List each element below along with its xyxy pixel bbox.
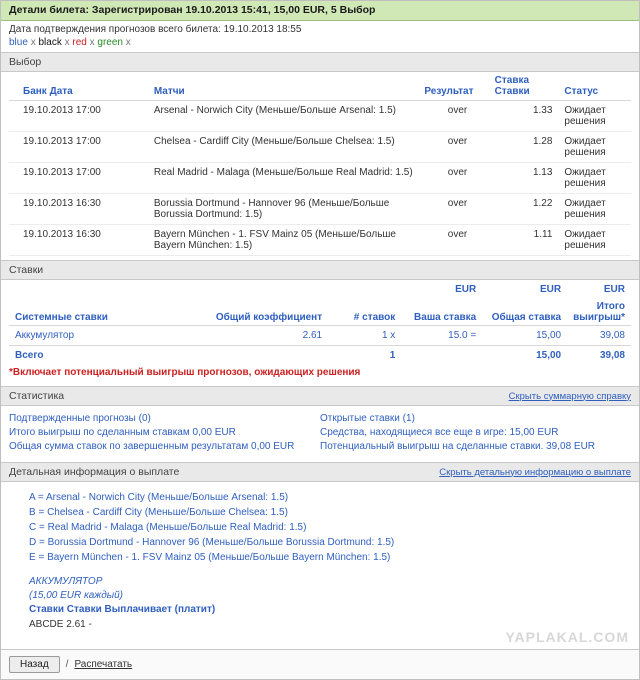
payout-row: ABCDE 2.61 - xyxy=(29,619,92,630)
stakes-your-stake: 15.0 = xyxy=(448,330,477,341)
spacer-cell xyxy=(188,280,328,299)
table-row xyxy=(9,163,631,194)
row-result: over xyxy=(424,225,494,256)
open-line-2: Потенциальный выигрыш на сделанные ставки. 39,08 EUR xyxy=(320,441,596,452)
open-line-1: Средства, находящиеся все еще в игре: 15,00 EUR xyxy=(320,427,559,438)
list-item: D = Borussia Dortmund - Hannover 96 (Меньше/Больше Borussia Dortmund: 1.5) xyxy=(29,537,395,548)
row-odds: 1.28 xyxy=(495,132,557,163)
statistics-confirmed-column xyxy=(9,412,320,454)
col-header-stake: Ставка Ставки xyxy=(495,72,557,101)
stakes-coef: 2.61 xyxy=(302,330,323,341)
table-row xyxy=(9,101,631,132)
totals-total-win: 39,08 xyxy=(567,346,631,366)
table-row xyxy=(9,132,631,163)
list-item: C = Real Madrid - Malaga (Меньше/Больше Real Madrid: 1.5) xyxy=(29,522,307,533)
confirmed-line-1: Итого выигрыш по сделанным ставкам 0,00 EUR xyxy=(9,427,236,438)
back-button[interactable]: Назад xyxy=(9,656,60,673)
col-header-total-win: Итого выигрыш* xyxy=(567,299,631,326)
row-odds: 1.11 xyxy=(495,225,557,256)
legend-x-1: x xyxy=(30,37,36,48)
col-header-your-stake: Ваша ставка xyxy=(401,299,482,326)
status-badge: Ожидает решения xyxy=(556,132,631,163)
row-odds: 1.22 xyxy=(495,194,557,225)
payout-legs xyxy=(1,482,639,569)
spacer-cell xyxy=(328,280,401,299)
selection-table xyxy=(9,72,631,256)
payout-table-header: Ставки Ставки Выплачивает (платит) xyxy=(29,604,216,615)
statistics-section-header xyxy=(1,386,639,406)
legend-black: black xyxy=(38,37,62,48)
row-date: 19.10.2013 17:00 xyxy=(9,101,154,132)
col-header-coef: Общий коэффициент xyxy=(188,299,328,326)
list-item: A = Arsenal - Norwich City (Меньше/Больше Arsenal: 1.5) xyxy=(29,492,289,503)
col-header-count: # ставок xyxy=(328,299,401,326)
row-match: Borussia Dortmund - Hannover 96 (Меньше/Больше Borussia Dortmund: 1.5) xyxy=(154,194,425,225)
row-match: Real Madrid - Malaga (Меньше/Больше Real Madrid: 1.5) xyxy=(154,163,425,194)
legend-x-4: x xyxy=(125,37,131,48)
legend-x-2: x xyxy=(64,37,70,48)
statistics-body xyxy=(1,406,639,462)
col-header-date: Банк Дата xyxy=(9,72,154,101)
row-match: Arsenal - Norwich City (Меньше/Больше Arsenal: 1.5) xyxy=(154,101,425,132)
row-date: 19.10.2013 16:30 xyxy=(9,225,154,256)
eur-label-total: EUR xyxy=(540,284,562,295)
accumulator-block xyxy=(1,569,639,617)
stakes-footnote: *Включает потенциальный выигрыш прогнозов, ожидающих решения xyxy=(9,367,361,378)
legend-green: green xyxy=(97,37,123,48)
eur-label-win: EUR xyxy=(603,284,625,295)
page-title: Детали билета: Зарегистрирован 19.10.2013 15:41, 15,00 EUR, 5 Выбор xyxy=(1,1,639,21)
open-title: Открытые ставки (1) xyxy=(320,413,415,424)
selection-table-wrap xyxy=(1,72,639,256)
stakes-total-stake: 15,00 xyxy=(536,330,562,341)
eur-label-your: EUR xyxy=(455,284,477,295)
status-badge: Ожидает решения xyxy=(556,194,631,225)
payout-title: Детальная информация о выплате xyxy=(9,466,180,478)
row-date: 19.10.2013 17:00 xyxy=(9,132,154,163)
totals-label: Всего xyxy=(9,346,188,366)
watermark: YAPLAKAL.COM xyxy=(505,629,629,645)
stakes-count: 1 x xyxy=(381,330,396,341)
legend-blue: blue xyxy=(9,37,28,48)
col-header-match: Матчи xyxy=(154,72,425,101)
table-row xyxy=(9,225,631,256)
legend-red: red xyxy=(72,37,87,48)
row-odds: 1.33 xyxy=(495,101,557,132)
hide-payout-link[interactable]: Скрыть детальную информацию о выплате xyxy=(439,466,631,478)
stakes-table-wrap xyxy=(1,280,639,365)
totals-empty xyxy=(188,346,328,366)
col-header-status: Статус xyxy=(556,72,631,101)
totals-empty-2 xyxy=(401,346,482,366)
row-match: Bayern München - 1. FSV Mainz 05 (Меньше/Больше Bayern München: 1.5) xyxy=(154,225,425,256)
status-badge: Ожидает решения xyxy=(556,101,631,132)
table-row xyxy=(9,326,631,346)
status-badge: Ожидает решения xyxy=(556,225,631,256)
confirmation-date-line: Дата подтверждения прогнозов всего билета: 19.10.2013 18:55 xyxy=(9,24,302,35)
footer-separator: / xyxy=(65,659,69,670)
stakes-total-win: 39,08 xyxy=(599,330,625,341)
row-result: over xyxy=(424,132,494,163)
spacer-cell xyxy=(9,280,188,299)
row-date: 19.10.2013 16:30 xyxy=(9,194,154,225)
list-item: E = Bayern München - 1. FSV Mainz 05 (Меньше/Больше Bayern München: 1.5) xyxy=(29,552,391,563)
accumulator-title: АККУМУЛЯТОР xyxy=(29,576,103,587)
stakes-eur-row xyxy=(9,280,631,299)
stakes-header-row xyxy=(9,299,631,326)
color-legend xyxy=(1,35,639,52)
col-header-result: Результат xyxy=(424,72,494,101)
stakes-system-label: Аккумулятор xyxy=(15,330,75,341)
stakes-section-header: Ставки xyxy=(1,260,639,280)
payout-section-header xyxy=(1,462,639,482)
stakes-table xyxy=(9,280,631,365)
col-header-system: Системные ставки xyxy=(9,299,188,326)
row-date: 19.10.2013 17:00 xyxy=(9,163,154,194)
confirmed-line-2: Общая сумма ставок по завершенным результатам 0,00 EUR xyxy=(9,441,295,452)
statistics-open-column xyxy=(320,412,631,454)
totals-total-stake: 15,00 xyxy=(482,346,567,366)
row-result: over xyxy=(424,163,494,194)
footer-bar xyxy=(1,649,639,679)
row-match: Chelsea - Cardiff City (Меньше/Больше Chelsea: 1.5) xyxy=(154,132,425,163)
selection-table-header-row xyxy=(9,72,631,101)
status-badge: Ожидает решения xyxy=(556,163,631,194)
row-result: over xyxy=(424,101,494,132)
totals-count: 1 xyxy=(328,346,401,366)
selection-section-header: Выбор xyxy=(1,52,639,72)
row-odds: 1.13 xyxy=(495,163,557,194)
row-result: over xyxy=(424,194,494,225)
stakes-totals-row xyxy=(9,346,631,366)
accumulator-subtitle: (15,00 EUR каждый) xyxy=(29,590,123,601)
print-link[interactable]: Распечатать xyxy=(74,659,133,670)
statistics-title: Статистика xyxy=(9,390,65,402)
col-header-total-stake: Общая ставка xyxy=(482,299,567,326)
legend-x-3: x xyxy=(89,37,95,48)
table-row xyxy=(9,194,631,225)
list-item: B = Chelsea - Cardiff City (Меньше/Больше Chelsea: 1.5) xyxy=(29,507,288,518)
hide-summary-link[interactable]: Скрыть суммарную справку xyxy=(508,390,631,402)
confirmed-title: Подтвержденные прогнозы (0) xyxy=(9,413,151,424)
